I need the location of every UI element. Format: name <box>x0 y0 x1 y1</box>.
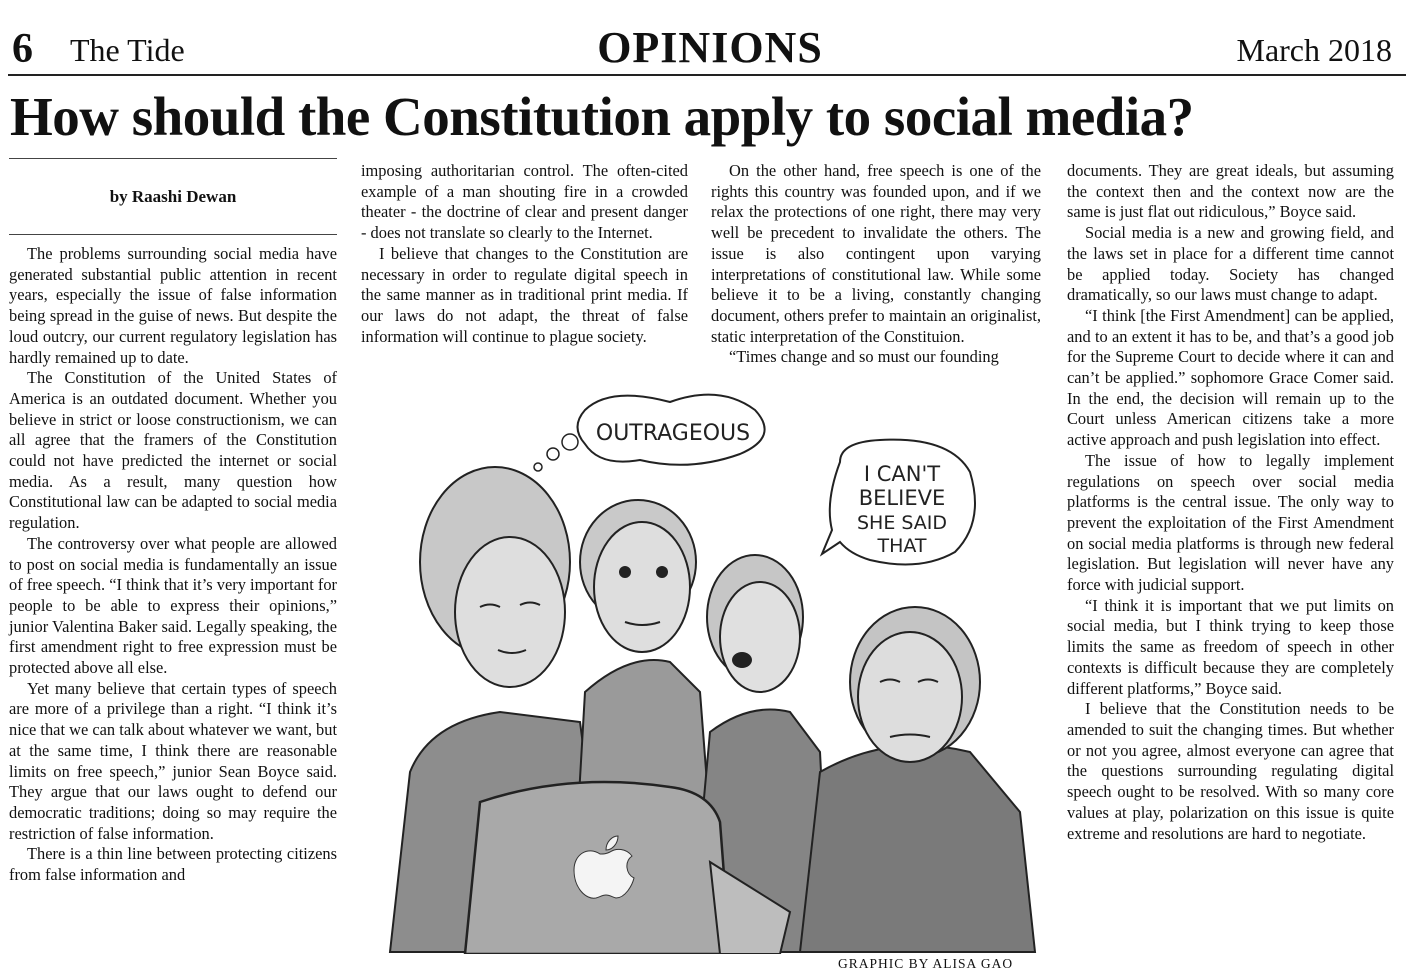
issue-date: March 2018 <box>1236 32 1392 68</box>
article-column-4 <box>1067 161 1394 844</box>
paragraph: I believe that the Constitution needs to be amended to suit the changing times. But whether or not you agree, almost everyone can agree that the questions surrounding regulating digital speech ought to be resolved. With so many core values at play, polarization on this issue is quite extreme and resolutions are hard to negotiate. <box>1067 699 1394 843</box>
paragraph: imposing authoritarian control. The often-cited example of a man shouting fire in a crowded theater - the doctrine of clear and present danger - does not translate so clearly to the Internet. <box>361 161 688 243</box>
paragraph: Yet many believe that certain types of speech are more of a privilege than a right. “I think it’s nice that we can talk about whatever we want, but at the same time, I think there are reasonable limits on free speech,” junior Sean Boyce said. They argue that our laws ought to defend our democratic traditions; doing so may require the restriction of false information. <box>9 678 337 843</box>
article-column-3 <box>711 161 1041 368</box>
paragraph: The problems surrounding social media have generated substantial public attention in recent years, especially the issue of false information being spread in the guise of news. But despite the loud outcry, our current regulatory legislation has hardly remained up to date. <box>9 244 337 367</box>
speech-line: BELIEVE <box>858 486 946 510</box>
article-column-2 <box>361 161 688 347</box>
speech-line: THAT <box>877 535 927 557</box>
thought-bubble <box>534 395 765 471</box>
page-number: 6 <box>12 26 33 72</box>
founders-cartoon-illustration <box>370 392 1042 954</box>
byline-rule-bottom <box>9 234 337 235</box>
headline: How should the Constitution apply to social media? <box>10 86 1194 147</box>
speech-line: I CAN'T <box>863 462 941 486</box>
graphic-credit: GRAPHIC BY ALISA GAO <box>838 956 1014 971</box>
paper-name: The Tide <box>70 32 185 68</box>
paragraph: The controversy over what people are allowed to post on social media is fundamentally an issue of free speech. “I think that it’s very important for people to be able to express their opinions,” junior Valentina Baker said. Legally speaking, the first amendment right to free expression must be protected above all else. <box>9 533 337 678</box>
paragraph: I believe that changes to the Constitution are necessary in order to regulate digital speech in the same manner as in traditional print media. If our laws do not adapt, the threat of false information will continue to plague society. <box>361 243 688 346</box>
paragraph: documents. They are great ideals, but assuming the context then and the context now are the same is just flat out ridiculous,” Boyce said. <box>1067 161 1394 222</box>
paragraph: “Times change and so must our founding <box>729 347 999 367</box>
paragraph: “I think [the First Amendment] can be applied, and to an extent it has to be, and that’s a good job for the Supreme Court to decide where it can and can’t be applied.” sophomore Grace Comer said. In the end, the decision will remain up to the Court unless American citizens take a more active approach and push legislation into effect. <box>1067 305 1394 450</box>
article-column-1 <box>9 244 337 886</box>
thought-bubble-text: OUTRAGEOUS <box>595 421 751 446</box>
paragraph: There is a thin line between protecting citizens from false information and <box>9 844 337 885</box>
paragraph: On the other hand, free speech is one of the rights this country was founded upon, and if we relax the protections of one right, there may very well be precedent to invalidate the others. The issue is also contingent upon varying interpretations of constitutional law. While some believe it to be a living, constantly changing document, others prefer to maintain an originalist, static interpretation of the Constituion. <box>711 161 1041 346</box>
paragraph: The issue of how to legally implement regulations on speech over social media platforms is the central issue. The only way to prevent the exploitation of the First Amendment on social media platforms is through new federal legislation. But legislation will never have any force with judicial support. <box>1067 450 1394 595</box>
paragraph: “I think it is important that we put limits on social media, but I think trying to keep those limits the same as freedom of speech in other contexts is difficult because they are completely different platforms,” Boyce said. <box>1067 595 1394 698</box>
masthead-rule <box>8 74 1406 76</box>
byline-rule-top <box>9 158 337 159</box>
speech-bubble <box>822 440 975 565</box>
paragraph: The Constitution of the United States of America is an outdated document. Whether you believe in strict or loose constructionism, we can all agree that the framers of the Constitution could not have predicted the internet or social media. As a result, many question how Constitutional law can be adapted to social media regulation. <box>9 368 337 533</box>
paragraph: Social media is a new and growing field, and the laws set in place for a different time cannot be applied today. Society has changed dramatically, so our laws must change to adapt. <box>1067 223 1394 305</box>
section-title: OPINIONS <box>597 23 823 72</box>
speech-line: SHE SAID <box>856 512 948 534</box>
byline: by Raashi Dewan <box>109 187 237 206</box>
masthead <box>0 0 1420 76</box>
